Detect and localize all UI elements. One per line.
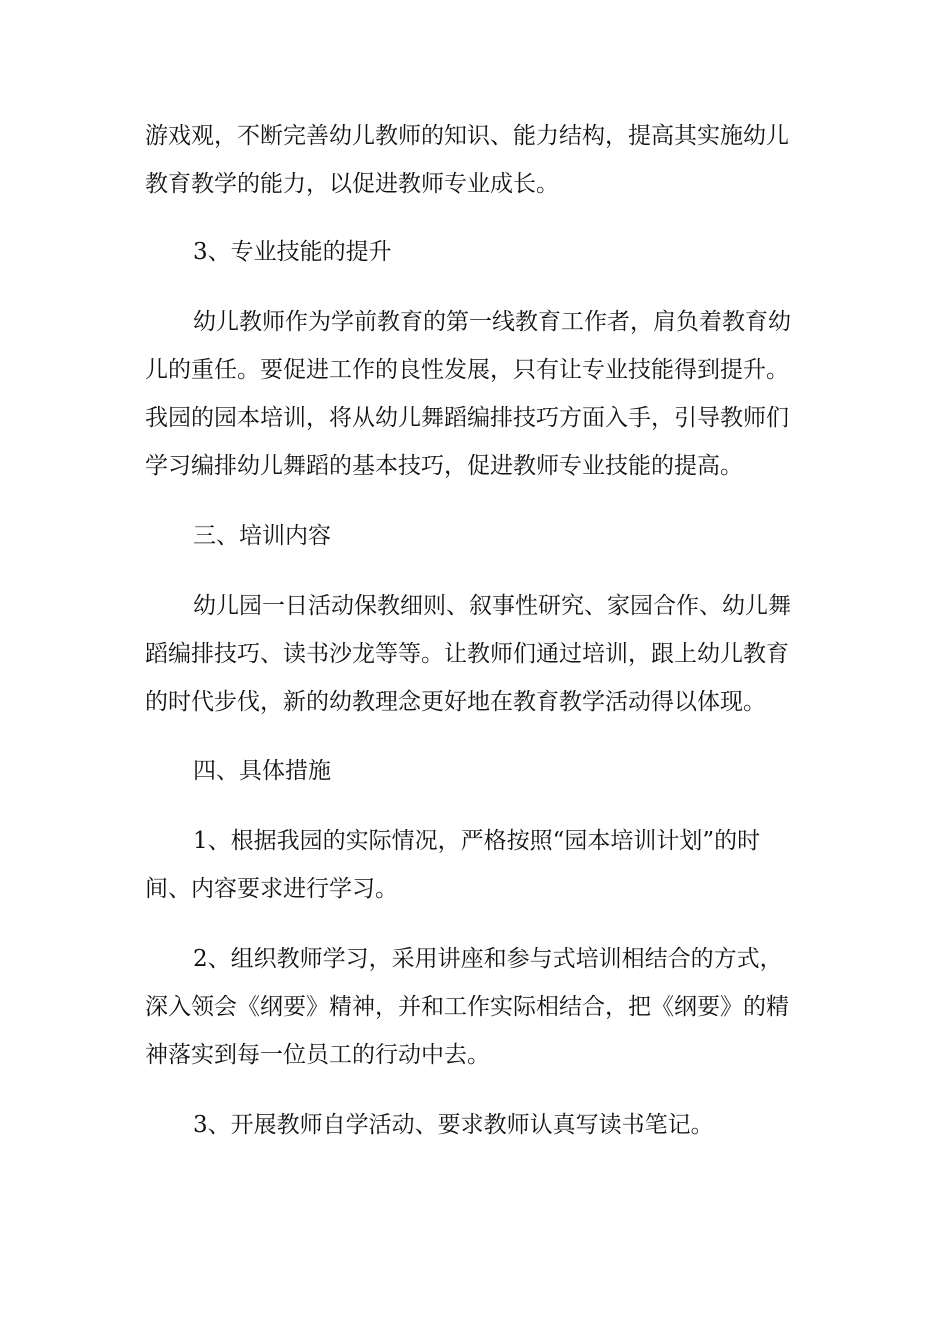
text-line: 我园的园本培训，将从幼儿舞蹈编排技巧方面入手，引导教师们: [145, 405, 789, 431]
section-heading-training-content: [145, 512, 810, 560]
paragraph-measure-2: [145, 935, 810, 1079]
text-line: 1、根据我园的实际情况，严格按照“园本培训计划”的时: [193, 828, 761, 854]
subheading-skill-improvement: [145, 228, 810, 276]
text-line: 3、专业技能的提升: [193, 239, 392, 265]
text-line: 儿的重任。要促进工作的良性发展，只有让专业技能得到提升。: [145, 357, 789, 383]
text-line: 神落实到每一位员工的行动中去。: [145, 1042, 490, 1068]
paragraph-skill-improvement: [145, 298, 810, 490]
text-line: 学习编排幼儿舞蹈的基本技巧，促进教师专业技能的提高。: [145, 453, 743, 479]
text-line: 的时代步伐，新的幼教理念更好地在教育教学活动得以体现。: [145, 689, 766, 715]
text-line: 四、具体措施: [193, 758, 331, 784]
paragraph-continuation: [145, 112, 810, 208]
paragraph-measure-3: [145, 1101, 810, 1149]
text-line: 三、培训内容: [193, 523, 331, 549]
text-line: 2、组织教师学习，采用讲座和参与式培训相结合的方式，: [193, 946, 783, 972]
section-heading-measures: [145, 747, 810, 795]
text-line: 间、内容要求进行学习。: [145, 876, 398, 902]
paragraph-measure-1: [145, 817, 810, 913]
text-line: 教育教学的能力，以促进教师专业成长。: [145, 171, 559, 197]
text-line: 蹈编排技巧、读书沙龙等等。让教师们通过培训，跟上幼儿教育: [145, 641, 789, 667]
text-line: 幼儿园一日活动保教细则、叙事性研究、家园合作、幼儿舞: [193, 593, 791, 619]
text-line: 3、开展教师自学活动、要求教师认真写读书笔记。: [193, 1112, 714, 1138]
paragraph-training-content: [145, 582, 810, 726]
text-line: 游戏观，不断完善幼儿教师的知识、能力结构，提高其实施幼儿: [145, 123, 789, 149]
text-line: 深入领会《纲要》精神，并和工作实际相结合，把《纲要》的精: [145, 994, 789, 1020]
text-line: 幼儿教师作为学前教育的第一线教育工作者，肩负着教育幼: [193, 309, 791, 335]
